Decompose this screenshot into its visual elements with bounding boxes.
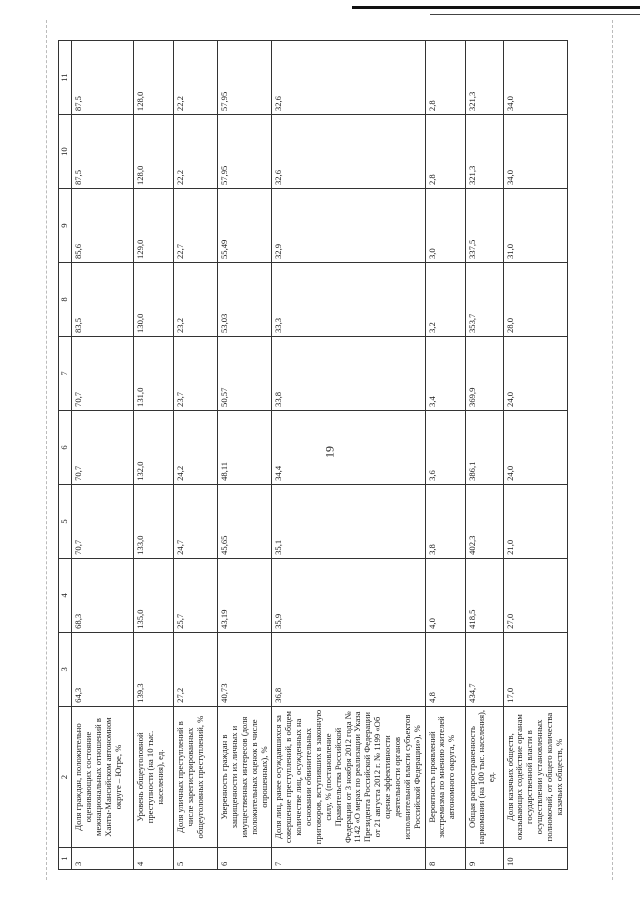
indicator-value: 337,5 [465, 189, 503, 263]
indicator-value: 27,0 [503, 558, 567, 632]
indicator-value: 32,6 [272, 115, 425, 189]
indicator-value: 32,6 [272, 41, 425, 115]
row-number: 9 [465, 848, 503, 870]
indicator-value: 22,2 [174, 41, 218, 115]
indicator-description: Общая распространенность наркомании (на 100 тыс. населения), ед. [465, 706, 503, 847]
indicator-description: Доля казачьих обществ, оказывающих содействие органам государственной власти в осуществлении установленных полномочий, от общего количества казачьих обществ, % [503, 706, 567, 847]
scan-edge-bar [352, 6, 640, 9]
table-row [218, 41, 272, 870]
indicator-value: 43,19 [218, 558, 272, 632]
indicator-description: Доля лиц, ранее осуждавшихся за совершение преступлений, в общем количестве лиц, осужденных на основании обвинительных приговоров, вступивших в законную силу, % (постановление Правительства Российской Федерации от 3 ноября 2012 года № 1142 «О мерах по реализации Указа Президента Российской Федерации от 21 августа 2012 г. № 1199 «Об оценке эффективности деятельности органов исполнительной власти субъектов Российской Федерации»), % [272, 706, 425, 847]
indicator-value: 31,0 [503, 189, 567, 263]
indicator-value: 68,3 [72, 558, 134, 632]
indicator-value: 34,0 [503, 115, 567, 189]
indicator-value: 2,8 [425, 115, 465, 189]
indicator-value: 36,8 [272, 632, 425, 706]
column-number: 11 [59, 41, 72, 115]
indicator-value: 24,0 [503, 336, 567, 410]
indicator-value: 3,0 [425, 189, 465, 263]
indicator-description: Уверенность граждан в защищенности их личных и имущественных интересов (доля положительных оценок в числе опрошенных), % [218, 706, 272, 847]
rotated-table-wrapper [58, 40, 564, 870]
indicator-value: 48,11 [218, 410, 272, 484]
page-number: 19 [322, 446, 337, 458]
indicator-description: Доля граждан, положительно оценивающих состояние межнациональных отношений в Ханты-Мансийском автономном округе – Югре, % [72, 706, 134, 847]
indicator-value: 128,0 [134, 41, 174, 115]
table-row [174, 41, 218, 870]
scan-artifact-line [612, 20, 614, 880]
column-number: 7 [59, 336, 72, 410]
indicator-value: 25,7 [174, 558, 218, 632]
table-row [503, 41, 567, 870]
column-number: 4 [59, 558, 72, 632]
table-row [134, 41, 174, 870]
indicator-value: 50,57 [218, 336, 272, 410]
indicator-value: 3,2 [425, 263, 465, 337]
indicator-value: 24,2 [174, 410, 218, 484]
indicator-value: 87,5 [72, 41, 134, 115]
column-number: 9 [59, 189, 72, 263]
indicator-value: 22,7 [174, 189, 218, 263]
indicator-value: 3,8 [425, 484, 465, 558]
indicator-value: 131,0 [134, 336, 174, 410]
scan-edge-line [430, 14, 640, 15]
indicator-value: 34,4 [272, 410, 425, 484]
indicator-value: 40,73 [218, 632, 272, 706]
indicator-value: 22,2 [174, 115, 218, 189]
indicator-value: 3,4 [425, 336, 465, 410]
scan-artifact-line [46, 20, 48, 880]
indicator-value: 64,3 [72, 632, 134, 706]
indicator-value: 132,0 [134, 410, 174, 484]
column-number: 6 [59, 410, 72, 484]
table-row [72, 41, 134, 870]
indicator-value: 321,3 [465, 115, 503, 189]
indicator-description: Уровень общеуголовной преступности (на 10 тыс. населения), ед. [134, 706, 174, 847]
indicator-value: 24,0 [503, 410, 567, 484]
indicator-value: 70,7 [72, 484, 134, 558]
row-number: 5 [174, 848, 218, 870]
indicator-value: 70,7 [72, 410, 134, 484]
column-number: 8 [59, 263, 72, 337]
indicator-value: 23,2 [174, 263, 218, 337]
indicator-value: 418,5 [465, 558, 503, 632]
indicator-value: 83,5 [72, 263, 134, 337]
table-row [465, 41, 503, 870]
indicator-value: 386,1 [465, 410, 503, 484]
indicator-value: 85,6 [72, 189, 134, 263]
row-number: 4 [134, 848, 174, 870]
indicator-value: 3,6 [425, 410, 465, 484]
indicator-description: Вероятность проявлений экстремизма по мнению жителей автономного округа, % [425, 706, 465, 847]
indicator-value: 2,8 [425, 41, 465, 115]
row-number: 3 [72, 848, 134, 870]
indicator-value: 133,0 [134, 484, 174, 558]
row-number: 8 [425, 848, 465, 870]
indicator-value: 35,1 [272, 484, 425, 558]
indicator-value: 135,0 [134, 558, 174, 632]
indicator-value: 17,0 [503, 632, 567, 706]
indicator-value: 130,0 [134, 263, 174, 337]
indicator-value: 35,9 [272, 558, 425, 632]
indicator-value: 24,7 [174, 484, 218, 558]
row-number: 7 [272, 848, 425, 870]
indicator-value: 21,0 [503, 484, 567, 558]
column-number: 5 [59, 484, 72, 558]
indicator-value: 321,3 [465, 41, 503, 115]
indicator-value: 57,95 [218, 41, 272, 115]
column-number: 3 [59, 632, 72, 706]
indicators-table [58, 40, 568, 870]
indicator-value: 33,8 [272, 336, 425, 410]
indicator-value: 353,7 [465, 263, 503, 337]
table-row [272, 41, 425, 870]
indicator-value: 369,9 [465, 336, 503, 410]
indicator-value: 53,03 [218, 263, 272, 337]
indicator-value: 87,5 [72, 115, 134, 189]
column-numbers-row [59, 41, 72, 870]
indicator-value: 28,0 [503, 263, 567, 337]
column-number: 2 [59, 706, 72, 847]
indicator-value: 27,2 [174, 632, 218, 706]
indicator-value: 34,0 [503, 41, 567, 115]
indicator-value: 23,7 [174, 336, 218, 410]
indicator-value: 128,0 [134, 115, 174, 189]
indicator-value: 434,7 [465, 632, 503, 706]
indicator-value: 55,49 [218, 189, 272, 263]
indicator-value: 45,65 [218, 484, 272, 558]
indicator-value: 402,3 [465, 484, 503, 558]
indicator-value: 129,0 [134, 189, 174, 263]
indicator-value: 32,9 [272, 189, 425, 263]
indicator-value: 4,8 [425, 632, 465, 706]
row-number: 6 [218, 848, 272, 870]
indicator-value: 4,0 [425, 558, 465, 632]
column-number: 10 [59, 115, 72, 189]
indicator-value: 70,7 [72, 336, 134, 410]
table-row [425, 41, 465, 870]
indicator-description: Доля уличных преступлений в числе зарегистрированных общеуголовных преступлений, % [174, 706, 218, 847]
indicator-value: 139,3 [134, 632, 174, 706]
row-number: 10 [503, 848, 567, 870]
indicator-value: 33,3 [272, 263, 425, 337]
column-number: 1 [59, 848, 72, 870]
indicator-value: 57,95 [218, 115, 272, 189]
